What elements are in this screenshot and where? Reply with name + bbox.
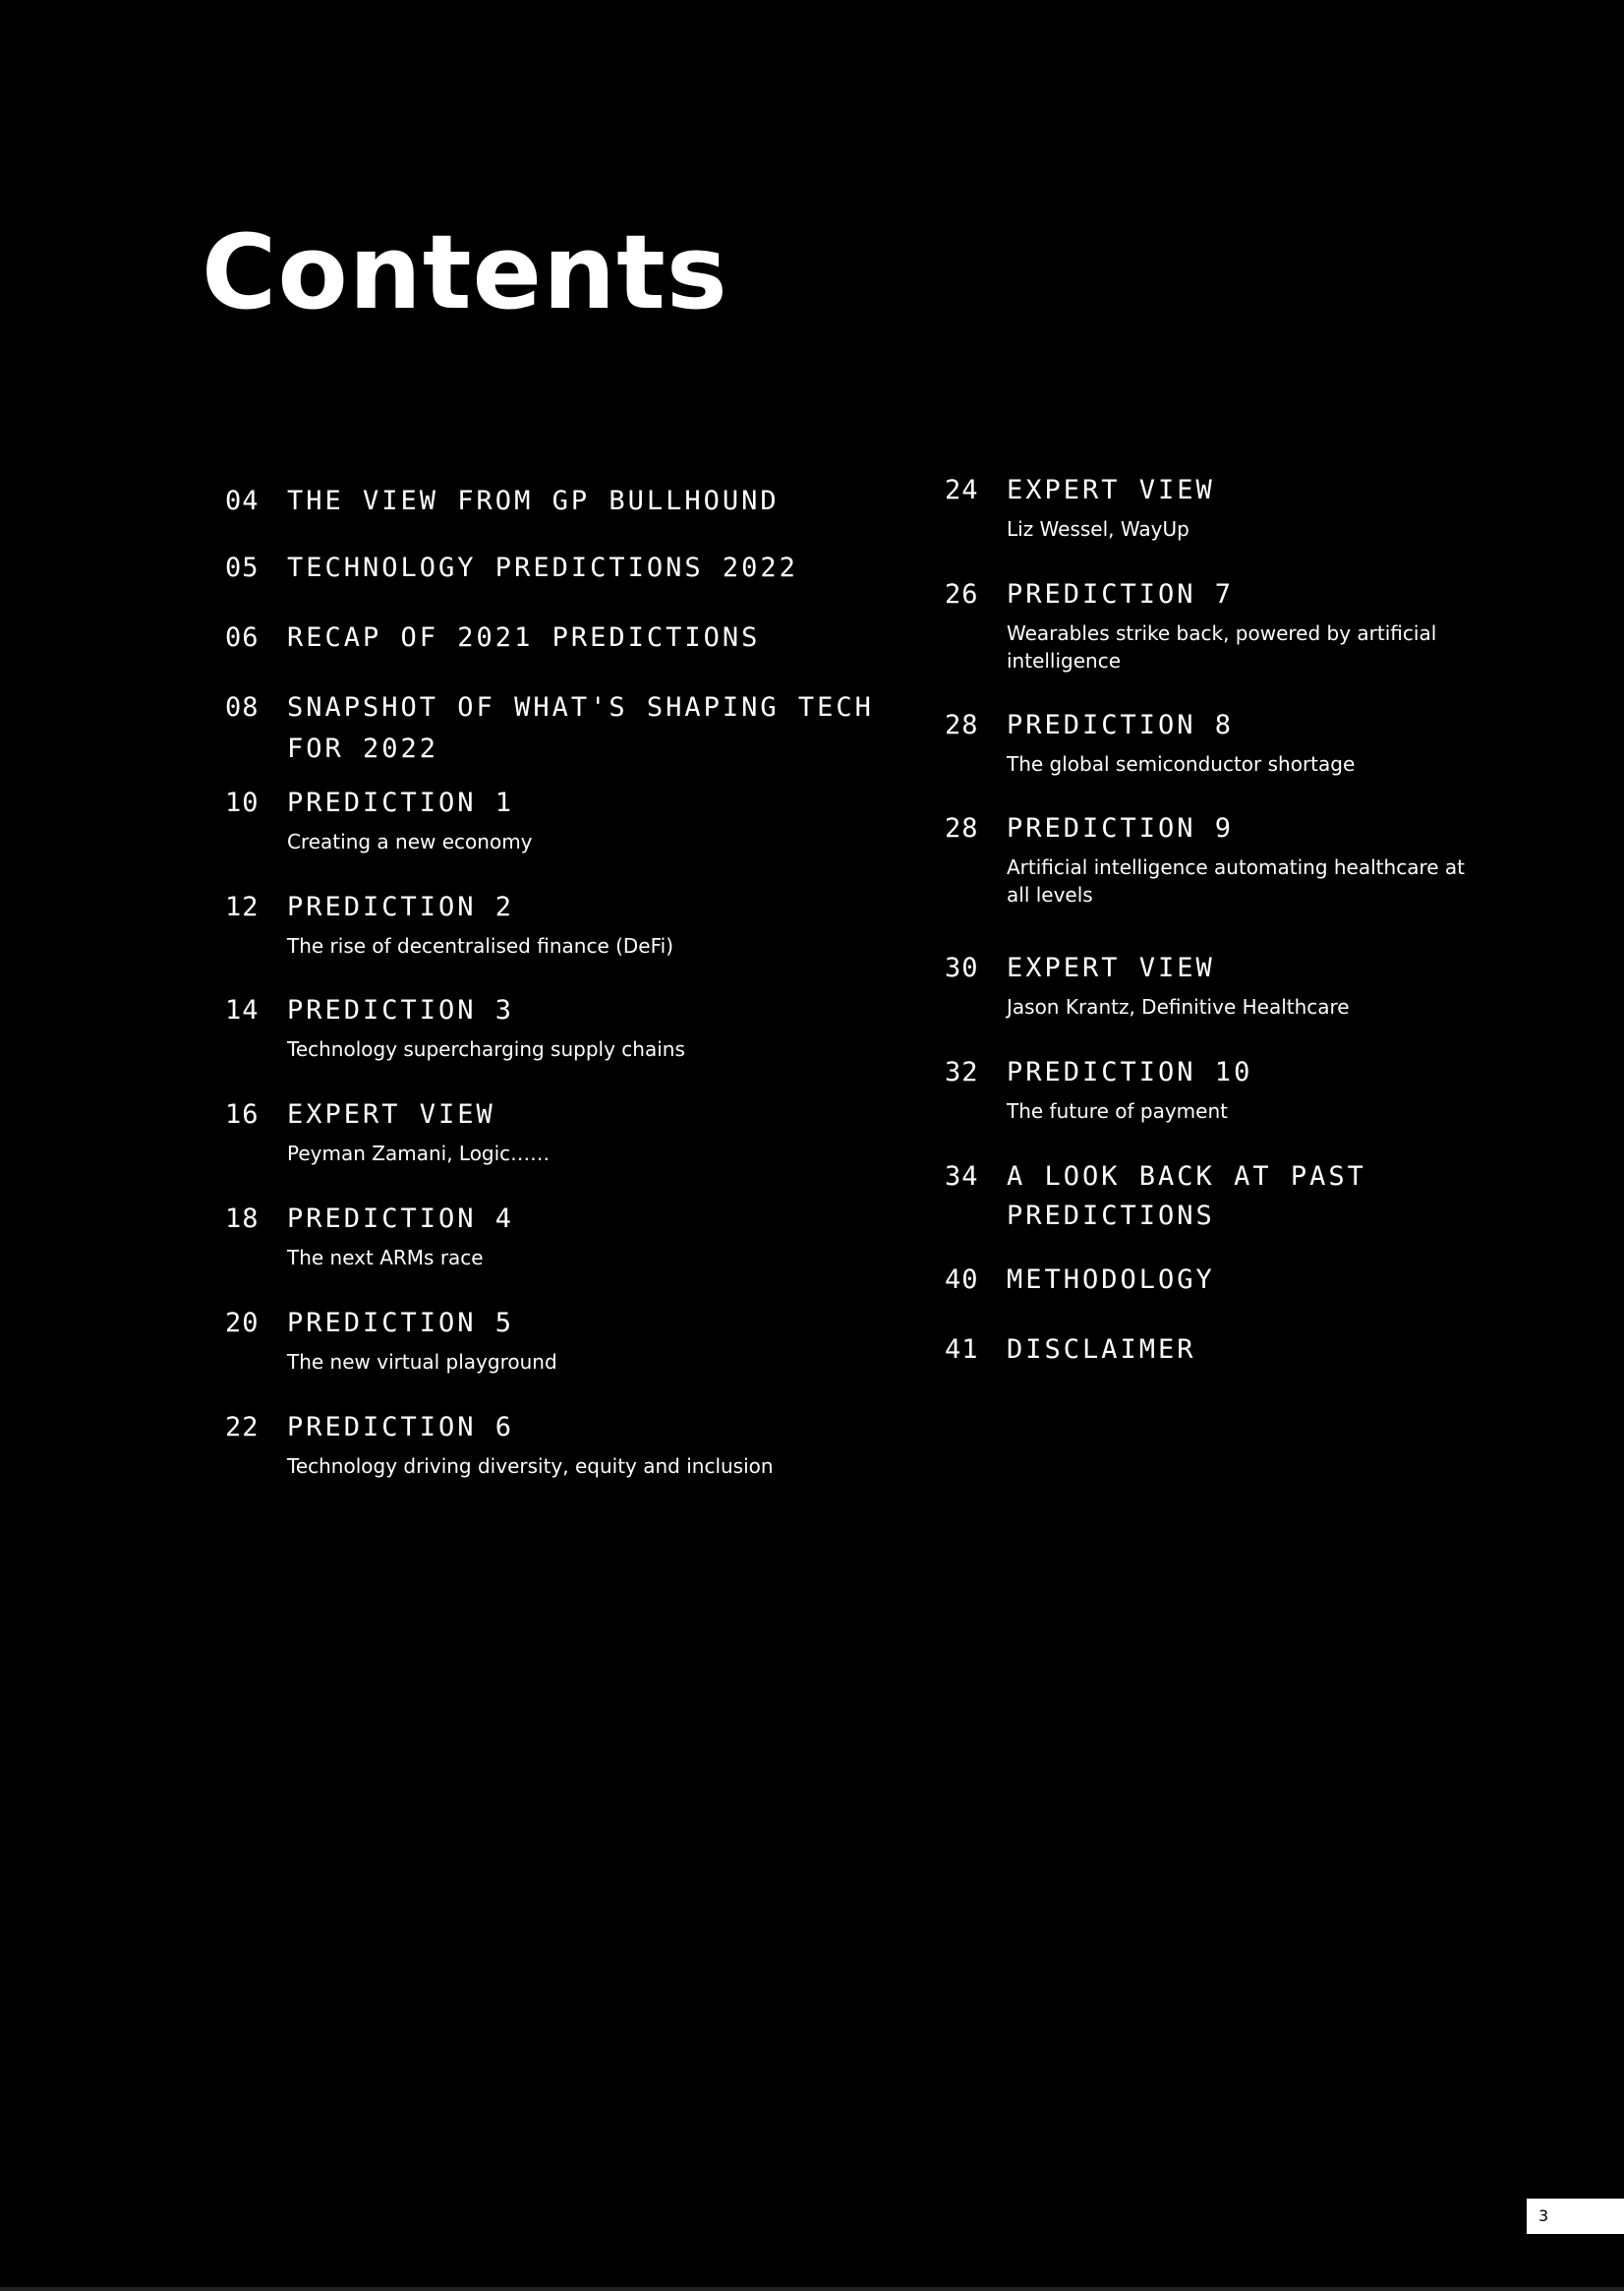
toc-subtitle: The next ARMs race [287, 1246, 484, 1269]
toc-subtitle-line2: intelligence [1007, 649, 1122, 673]
toc-heading: METHODOLOGY [1007, 1264, 1215, 1295]
toc-page-number: 12 [225, 892, 260, 922]
toc-page-number: 24 [945, 475, 979, 505]
toc-page-number: 04 [225, 486, 260, 516]
toc-subtitle: Liz Wessel, WayUp [1007, 517, 1189, 541]
toc-page-number: 30 [945, 953, 979, 983]
toc-subtitle-line2: all levels [1007, 883, 1093, 907]
toc-subtitle: The rise of decentralised finance (DeFi) [287, 934, 674, 958]
toc-subtitle: Creating a new economy [287, 830, 533, 853]
toc-page-number: 20 [225, 1308, 260, 1338]
toc-heading: EXPERT VIEW [287, 1099, 495, 1130]
toc-page-number: 41 [945, 1334, 979, 1365]
toc-page-number: 40 [945, 1264, 979, 1295]
toc-heading: RECAP OF 2021 PREDICTIONS [287, 622, 761, 653]
page-title: Contents [202, 212, 728, 332]
toc-heading-line1: SNAPSHOT OF WHAT'S SHAPING TECH [287, 692, 874, 723]
toc-page-number: 28 [945, 710, 979, 740]
toc-page-number: 05 [225, 553, 260, 583]
toc-heading: PREDICTION 6 [287, 1412, 515, 1442]
toc-subtitle: The global semiconductor shortage [1007, 752, 1356, 776]
toc-page-number: 28 [945, 813, 979, 844]
toc-page-number: 32 [945, 1057, 979, 1087]
toc-subtitle: Technology supercharging supply chains [287, 1037, 685, 1061]
toc-heading-line2: PREDICTIONS [1007, 1201, 1215, 1231]
toc-heading: PREDICTION 10 [1007, 1057, 1253, 1087]
toc-subtitle: Jason Krantz, Definitive Healthcare [1007, 995, 1350, 1019]
toc-subtitle: Technology driving diversity, equity and inclusion [287, 1454, 774, 1478]
toc-page-number: 26 [945, 579, 979, 610]
toc-heading: TECHNOLOGY PREDICTIONS 2022 [287, 553, 798, 583]
toc-page-number: 18 [225, 1204, 260, 1234]
toc-heading: PREDICTION 1 [287, 788, 515, 818]
toc-heading: PREDICTION 7 [1007, 579, 1235, 610]
toc-page-number: 14 [225, 995, 260, 1026]
bottom-divider [0, 2287, 1624, 2291]
toc-heading: PREDICTION 3 [287, 995, 515, 1026]
toc-subtitle: Peyman Zamani, Logic…… [287, 1142, 551, 1165]
toc-heading: PREDICTION 2 [287, 892, 515, 922]
toc-heading: PREDICTION 9 [1007, 813, 1235, 844]
toc-heading: PREDICTION 8 [1007, 710, 1235, 740]
toc-heading-line1: A LOOK BACK AT PAST [1007, 1161, 1366, 1192]
toc-heading: PREDICTION 4 [287, 1204, 515, 1234]
toc-heading: EXPERT VIEW [1007, 475, 1215, 505]
toc-subtitle-line1: Wearables strike back, powered by artificial [1007, 621, 1437, 645]
toc-heading: EXPERT VIEW [1007, 953, 1215, 983]
toc-page-number: 06 [225, 622, 260, 653]
toc-heading: DISCLAIMER [1007, 1334, 1196, 1365]
toc-heading: THE VIEW FROM GP BULLHOUND [287, 486, 780, 516]
toc-subtitle: The new virtual playground [287, 1350, 557, 1374]
toc-page-number: 10 [225, 788, 260, 818]
toc-page-number: 16 [225, 1099, 260, 1130]
toc-page-number: 22 [225, 1412, 260, 1442]
page-number-tab: 3 [1527, 2199, 1624, 2234]
toc-page-number: 34 [945, 1161, 979, 1192]
toc-page-number: 08 [225, 692, 260, 723]
toc-heading: PREDICTION 5 [287, 1308, 515, 1338]
toc-heading-line2: FOR 2022 [287, 734, 439, 764]
toc-subtitle: The future of payment [1007, 1099, 1228, 1123]
toc-subtitle-line1: Artificial intelligence automating healthcare at [1007, 855, 1465, 879]
